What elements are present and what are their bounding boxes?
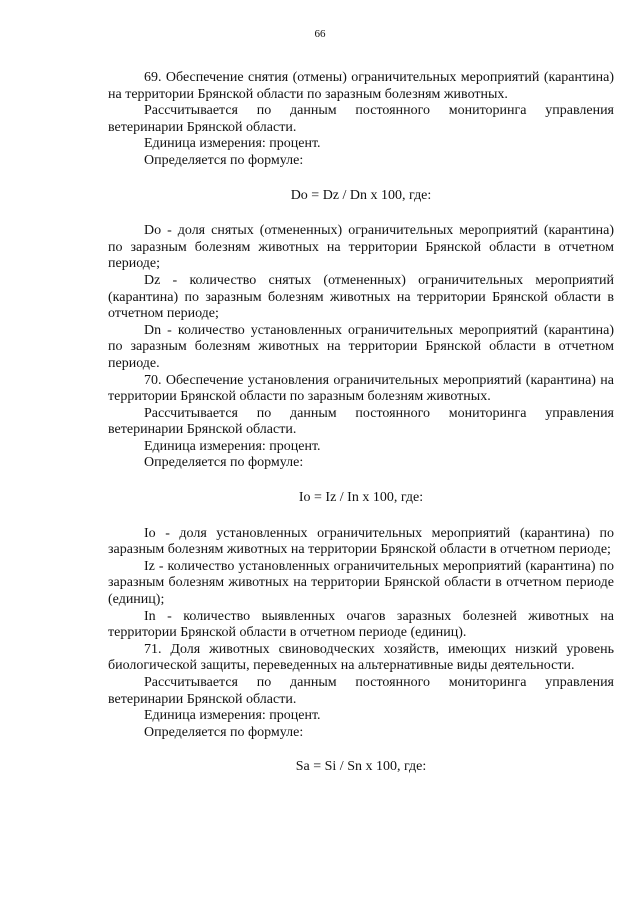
formula-line: Sa = Si / Sn x 100, где: xyxy=(295,759,427,775)
paragraph: In - количество выявленных очагов заразных болезней животных на территории Брянской области в отчетном периоде (единиц). xyxy=(108,608,614,641)
paragraph: 70. Обеспечение установления ограничительных мероприятий (карантина) на территории Брянской области по заразным болезням животных. xyxy=(108,372,614,405)
paragraph: Iz - количество установленных ограничительных мероприятий (карантина) по заразным болезням животных на территории Брянской области в отчетном периоде (единиц); xyxy=(108,558,614,608)
formula-line: Do = Dz / Dn x 100, где: xyxy=(290,187,432,203)
page-number: 66 xyxy=(314,28,326,40)
paragraph: Единица измерения: процент. xyxy=(144,438,321,454)
paragraph: Io - доля установленных ограничительных мероприятий (карантина) по заразным болезням животных на территории Брянской области в отчетном периоде; xyxy=(108,525,614,558)
paragraph: 69. Обеспечение снятия (отмены) ограничительных мероприятий (карантина) на территории Брянской области по заразным болезням животных. xyxy=(108,70,614,102)
paragraph: Определяется по формуле: xyxy=(144,152,304,168)
paragraph: Определяется по формуле: xyxy=(144,724,304,740)
paragraph: Рассчитывается по данным постоянного мониторинга управления ветеринарии Брянской области. xyxy=(108,103,614,135)
paragraph: Определяется по формуле: xyxy=(144,455,304,471)
paragraph: Do - доля снятых (отмененных) ограничительных мероприятий (карантина) по заразным болезням животных на территории Брянской области в отчетном периоде; xyxy=(108,223,614,272)
document-body xyxy=(108,70,614,776)
paragraph: Рассчитывается по данным постоянного мониторинга управления ветеринарии Брянской области. xyxy=(108,675,614,707)
paragraph: 71. Доля животных свиноводческих хозяйств, имеющих низкий уровень биологической защиты, переведенных на альтернативные виды деятельности. xyxy=(108,641,614,674)
formula-line: Io = Iz / In x 100, где: xyxy=(298,490,424,506)
paragraph: Dz - количество снятых (отмененных) ограничительных мероприятий (карантина) по заразным болезням животных на территории Брянской области в отчетном периоде; xyxy=(108,272,614,322)
paragraph: Единица измерения: процент. xyxy=(144,708,321,724)
paragraph: Единица измерения: процент. xyxy=(144,136,321,152)
paragraph: Dn - количество установленных ограничительных мероприятий (карантина) по заразным болезням животных на территории Брянской области в отчетном периоде. xyxy=(108,322,614,371)
paragraph: Рассчитывается по данным постоянного мониторинга управления ветеринарии Брянской области. xyxy=(108,405,614,438)
